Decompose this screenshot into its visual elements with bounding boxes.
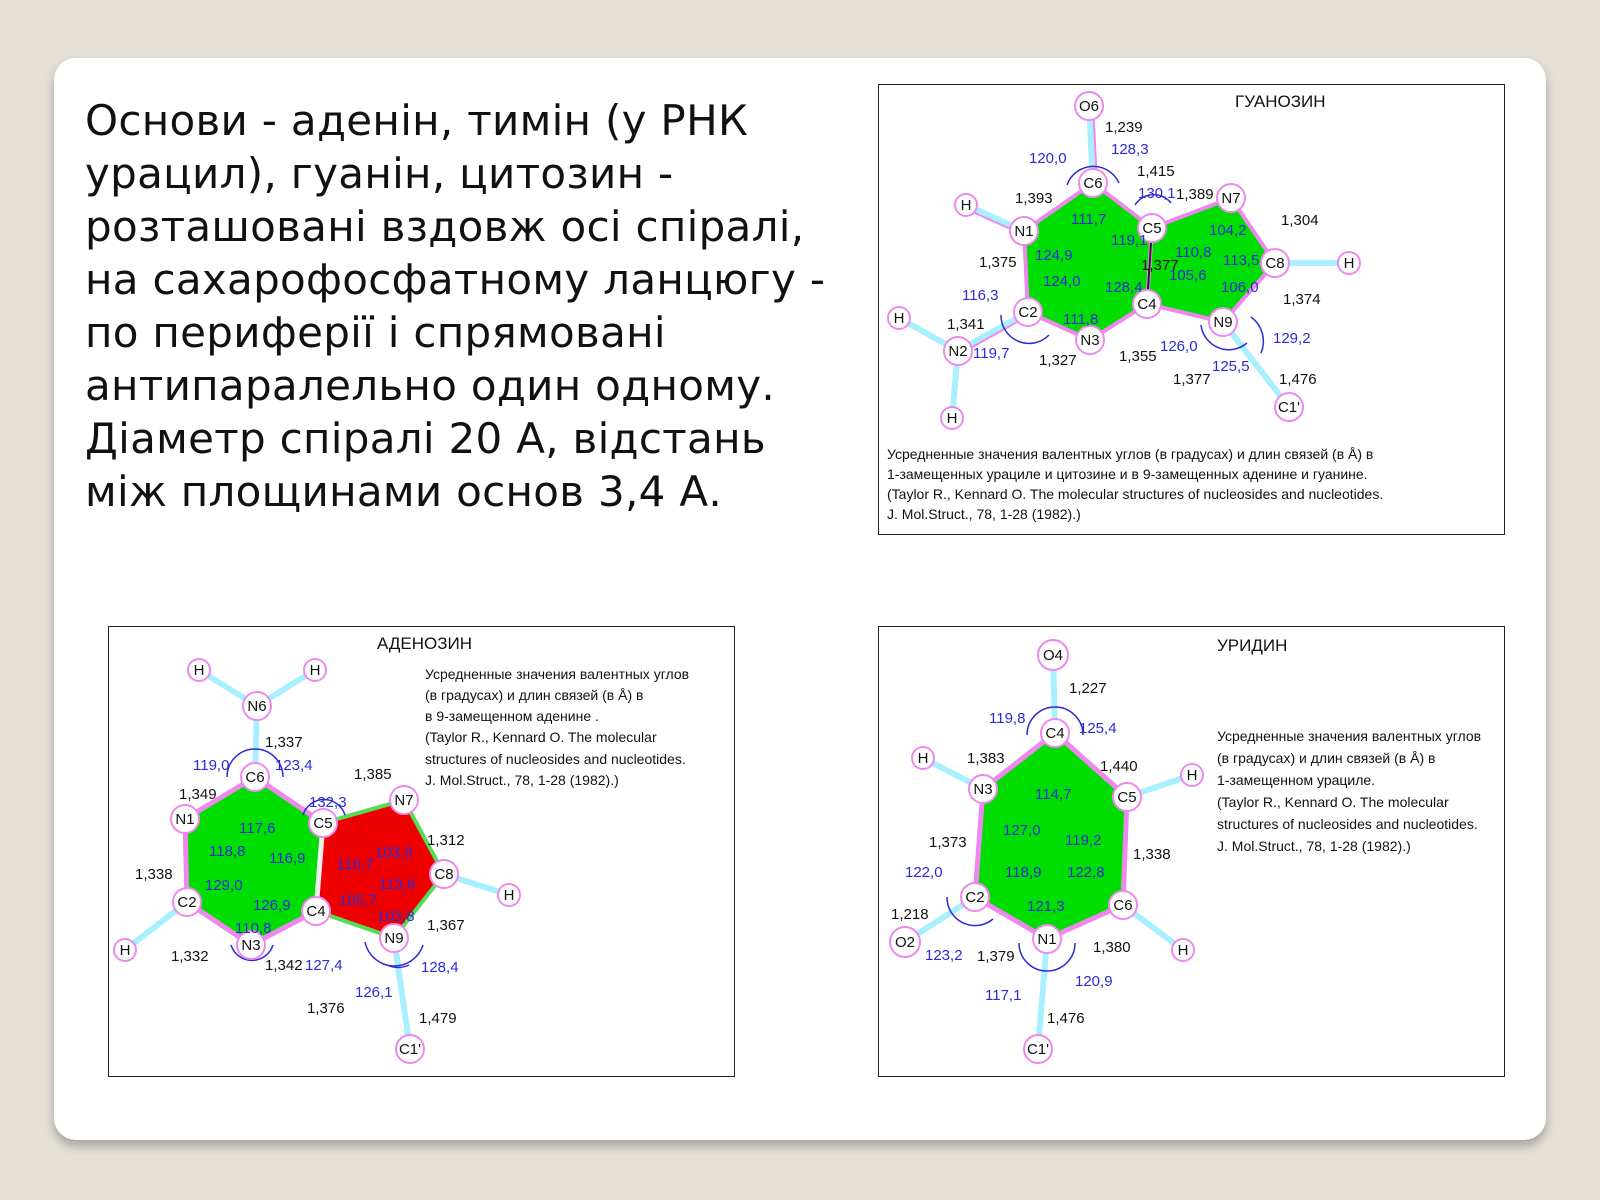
angle-value: 130,1 — [1138, 185, 1176, 202]
bond-length: 1,373 — [929, 834, 967, 851]
svg-text:H: H — [1186, 767, 1198, 784]
svg-text:H: H — [1343, 255, 1355, 272]
main-text-line: по периферії і спрямовані — [85, 308, 666, 357]
atom-c8 — [430, 860, 458, 888]
angle-value: 124,9 — [1035, 247, 1073, 264]
angle-value: 103,8 — [377, 908, 415, 925]
angle-value: 125,5 — [1212, 358, 1250, 375]
angle-value: 119,0 — [193, 757, 230, 774]
svg-text:N1: N1 — [175, 811, 195, 828]
angle-value: 105,7 — [339, 892, 377, 909]
atom-c1p — [1275, 393, 1303, 421]
atom-h — [1181, 764, 1203, 786]
bond-length: 1,415 — [1137, 163, 1175, 180]
bond-length: 1,377 — [1141, 257, 1179, 274]
svg-text:H: H — [917, 750, 929, 767]
main-text-line: Основи - аденін, тимін (у РНК — [85, 96, 749, 145]
guanosine-caption — [887, 446, 1383, 522]
atom-n7 — [1217, 184, 1245, 212]
svg-text:C1': C1' — [398, 1041, 422, 1058]
atom-o2 — [890, 927, 920, 957]
angle-value: 128,3 — [1111, 141, 1149, 158]
svg-text:C8: C8 — [1265, 255, 1285, 272]
atom-c1p — [396, 1035, 424, 1063]
angle-value: 118,8 — [209, 843, 246, 860]
angle-value: 113,6 — [379, 876, 416, 893]
atom-n1 — [1033, 925, 1061, 953]
bond-length: 1,332 — [171, 948, 209, 965]
uridine-panel — [878, 626, 1505, 1077]
bond-length: 1,312 — [427, 832, 465, 849]
angle-value: 120,9 — [1075, 973, 1113, 990]
svg-text:H: H — [119, 942, 131, 959]
atom-c6 — [1079, 169, 1107, 197]
bond-length: 1,476 — [1279, 371, 1317, 388]
svg-text:O2: O2 — [894, 934, 916, 951]
svg-text:C2: C2 — [1018, 304, 1038, 321]
angle-value: 125,4 — [1079, 720, 1117, 737]
bond-length: 1,479 — [419, 1010, 457, 1027]
angle-value: 127,0 — [1003, 822, 1041, 839]
uridine-diagram — [879, 627, 1503, 1075]
svg-text:N9: N9 — [384, 930, 404, 947]
svg-text:N7: N7 — [394, 792, 414, 809]
atom-c4 — [1041, 719, 1069, 747]
caption-line: (в градусах) и длин связей (в Å) в — [1217, 750, 1436, 766]
caption-line: 1-замещенном урациле. — [1217, 772, 1376, 788]
angle-value: 122,0 — [905, 864, 943, 881]
atom-h — [114, 939, 136, 961]
angle-value: 110,7 — [337, 856, 374, 873]
svg-text:C2: C2 — [177, 894, 197, 911]
angle-value: 120,0 — [1029, 150, 1067, 167]
uridine-caption — [1217, 728, 1481, 854]
atom-c6 — [1109, 891, 1137, 919]
main-text-line: розташовані вздовж осі спіралі, — [85, 202, 805, 251]
svg-text:C6: C6 — [245, 769, 265, 786]
atom-o4 — [1038, 640, 1068, 670]
bond-length: 1,476 — [1047, 1010, 1085, 1027]
atom-n1 — [171, 805, 199, 833]
atom-h — [888, 307, 910, 329]
angle-value: 126,0 — [1160, 338, 1198, 355]
angle-value: 119,2 — [1065, 832, 1102, 849]
atom-c6 — [241, 763, 269, 791]
angle-value: 119,7 — [973, 345, 1010, 362]
angle-value: 123,2 — [925, 947, 963, 964]
bond-length: 1,374 — [1283, 291, 1321, 308]
svg-text:H: H — [960, 197, 972, 214]
bond-length: 1,349 — [179, 786, 217, 803]
svg-text:H: H — [946, 410, 958, 427]
atom-n7 — [390, 786, 418, 814]
angle-value: 111,7 — [1071, 211, 1107, 228]
svg-text:C6: C6 — [1083, 175, 1103, 192]
svg-text:C4: C4 — [1137, 296, 1157, 313]
atom-c4 — [302, 897, 330, 925]
atom-n9 — [380, 924, 408, 952]
svg-text:N1: N1 — [1037, 931, 1057, 948]
svg-text:H: H — [309, 662, 321, 679]
angle-value: 104,2 — [1209, 222, 1247, 239]
angle-value: 119,1 — [1111, 232, 1148, 249]
atom-c2 — [1014, 298, 1042, 326]
angle-value: 124,0 — [1043, 273, 1081, 290]
svg-text:O4: O4 — [1042, 647, 1064, 664]
atom-c2 — [173, 888, 201, 916]
caption-line: (Taylor R., Kennard O. The molecular — [425, 729, 657, 745]
svg-text:O6: O6 — [1078, 98, 1100, 115]
atom-h — [188, 659, 210, 681]
main-text-line: Діаметр спіралі 20 А, відстань — [85, 414, 766, 463]
bond-length: 1,338 — [135, 866, 173, 883]
angle-value: 128,4 — [1105, 279, 1143, 296]
atom-h — [955, 194, 977, 216]
atom-c2 — [961, 883, 989, 911]
bond-length: 1,327 — [1039, 352, 1077, 369]
svg-text:C1': C1' — [1026, 1041, 1050, 1058]
svg-text:H: H — [893, 310, 905, 327]
svg-text:H: H — [193, 662, 205, 679]
atom-c1p — [1024, 1035, 1052, 1063]
bond-length: 1,337 — [265, 734, 303, 751]
atom-h — [498, 884, 520, 906]
caption-line: J. Mol.Struct., 78, 1-28 (1982).) — [1217, 838, 1411, 854]
main-text-line: між площинами основ 3,4 А. — [85, 467, 722, 516]
caption-line: в 9-замещенном аденине . — [425, 708, 599, 724]
svg-text:N1: N1 — [1014, 223, 1034, 240]
caption-line: Усредненные значения валентных углов — [1217, 728, 1482, 744]
bond-length: 1,375 — [979, 254, 1017, 271]
caption-line: (Taylor R., Kennard O. The molecular structures of nucleosides and nucleotides. — [887, 486, 1384, 502]
atom-n9 — [1209, 308, 1237, 336]
atom-n6 — [243, 692, 271, 720]
caption-line: structures of nucleosides and nucleotides. — [1217, 816, 1478, 832]
svg-text:N2: N2 — [948, 343, 968, 360]
angle-value: 122,8 — [1067, 864, 1105, 881]
svg-text:C4: C4 — [1045, 725, 1065, 742]
svg-text:N3: N3 — [241, 937, 261, 954]
bond-length: 1,379 — [977, 948, 1015, 965]
angle-value: 117,6 — [239, 820, 276, 837]
atom-h — [941, 407, 963, 429]
angle-value: 105,6 — [1169, 267, 1207, 284]
atom-h — [1172, 939, 1194, 961]
angle-value: 126,1 — [355, 984, 393, 1001]
angle-value: 103,9 — [375, 844, 413, 861]
angle-value: 110,8 — [235, 920, 272, 937]
svg-text:C5: C5 — [1142, 220, 1162, 237]
angle-value: 123,4 — [275, 757, 313, 774]
svg-text:H: H — [1177, 942, 1189, 959]
svg-text:H: H — [503, 887, 515, 904]
atom-h — [304, 659, 326, 681]
angle-value: 113,5 — [1223, 252, 1260, 269]
bond-length: 1,338 — [1133, 846, 1171, 863]
adenosine-panel — [108, 626, 735, 1077]
bond-length: 1,218 — [891, 906, 929, 923]
angle-value: 128,4 — [421, 959, 459, 976]
bond-length: 1,239 — [1105, 119, 1143, 136]
svg-text:C8: C8 — [434, 866, 454, 883]
angle-value: 111,8 — [1063, 311, 1099, 328]
bond-length: 1,341 — [947, 316, 985, 333]
atom-h — [912, 747, 934, 769]
main-text-line: урацил), гуанін, цитозин - — [85, 149, 674, 198]
guanosine-diagram — [879, 85, 1503, 533]
angle-value: 110,8 — [1175, 244, 1212, 261]
angle-value: 121,3 — [1027, 898, 1065, 915]
svg-text:C1': C1' — [1277, 399, 1301, 416]
angle-value: 114,7 — [1035, 786, 1072, 803]
atom-n3 — [969, 775, 997, 803]
bond-length: 1,355 — [1119, 348, 1157, 365]
atom-c5 — [1113, 783, 1141, 811]
atom-o6 — [1075, 92, 1103, 120]
bond-length: 1,377 — [1173, 371, 1211, 388]
caption-line: J. Mol.Struct., 78, 1-28 (1982).) — [887, 506, 1081, 522]
main-text-line: антипаралельно один одному. — [85, 361, 776, 410]
svg-text:C6: C6 — [1113, 897, 1133, 914]
adenosine-caption — [425, 666, 689, 788]
guanosine-title: ГУАНОЗИН — [1235, 92, 1326, 111]
angle-value: 129,2 — [1273, 330, 1311, 347]
main-text — [85, 94, 875, 518]
angle-value: 126,9 — [253, 897, 291, 914]
angle-value: 106,0 — [1221, 279, 1259, 296]
caption-line: J. Mol.Struct., 78, 1-28 (1982).) — [425, 772, 619, 788]
atom-n3 — [1076, 326, 1104, 354]
svg-text:C4: C4 — [306, 903, 326, 920]
bond-length: 1,380 — [1093, 939, 1131, 956]
angle-value: 116,3 — [962, 287, 999, 304]
svg-text:N3: N3 — [973, 781, 993, 798]
svg-text:C5: C5 — [1117, 789, 1137, 806]
bond-length: 1,227 — [1069, 680, 1107, 697]
caption-line: Усредненные значения валентных углов (в градусах) и длин связей (в Å) в — [887, 446, 1374, 462]
uridine-title: УРИДИН — [1217, 636, 1288, 655]
adenosine-title: АДЕНОЗИН — [377, 634, 473, 653]
angle-value: 132,3 — [309, 794, 347, 811]
angle-value: 117,1 — [985, 987, 1022, 1004]
svg-text:C2: C2 — [965, 889, 985, 906]
angle-value: 116,9 — [269, 850, 306, 867]
bond-length: 1,385 — [354, 766, 392, 783]
bond-length: 1,342 — [265, 957, 303, 974]
caption-line: structures of nucleosides and nucleotides. — [425, 751, 686, 767]
angle-value: 119,8 — [989, 710, 1026, 727]
angle-value: 129,0 — [205, 877, 243, 894]
bond-length: 1,389 — [1176, 186, 1214, 203]
svg-text:N3: N3 — [1080, 332, 1100, 349]
bond-length: 1,376 — [307, 1000, 345, 1017]
atom-n2 — [944, 337, 972, 365]
atom-c5 — [309, 809, 337, 837]
adenosine-diagram — [109, 627, 733, 1075]
caption-line: (в градусах) и длин связей (в Å) в — [425, 687, 644, 703]
svg-text:C5: C5 — [313, 815, 333, 832]
atom-c8 — [1261, 249, 1289, 277]
guanosine-panel — [878, 84, 1505, 535]
svg-text:N7: N7 — [1221, 190, 1241, 207]
bond-length: 1,440 — [1100, 758, 1138, 775]
angle-value: 127,4 — [305, 957, 343, 974]
caption-line: (Taylor R., Kennard O. The molecular — [1217, 794, 1449, 810]
svg-text:N6: N6 — [247, 698, 267, 715]
main-text-line: на сахарофосфатному ланцюгу - — [85, 255, 826, 304]
bond-length: 1,393 — [1015, 190, 1053, 207]
atom-n1 — [1010, 217, 1038, 245]
bond-length: 1,367 — [427, 917, 465, 934]
caption-line: Усредненные значения валентных углов — [425, 666, 690, 682]
caption-line: 1-замещенных урациле и цитозине и в 9-замещенных аденине и гуанине. — [887, 466, 1368, 482]
svg-text:N9: N9 — [1213, 314, 1233, 331]
angle-value: 118,9 — [1005, 864, 1042, 881]
atom-h — [1338, 252, 1360, 274]
bond-length: 1,304 — [1281, 212, 1319, 229]
bond-length: 1,383 — [967, 750, 1005, 767]
